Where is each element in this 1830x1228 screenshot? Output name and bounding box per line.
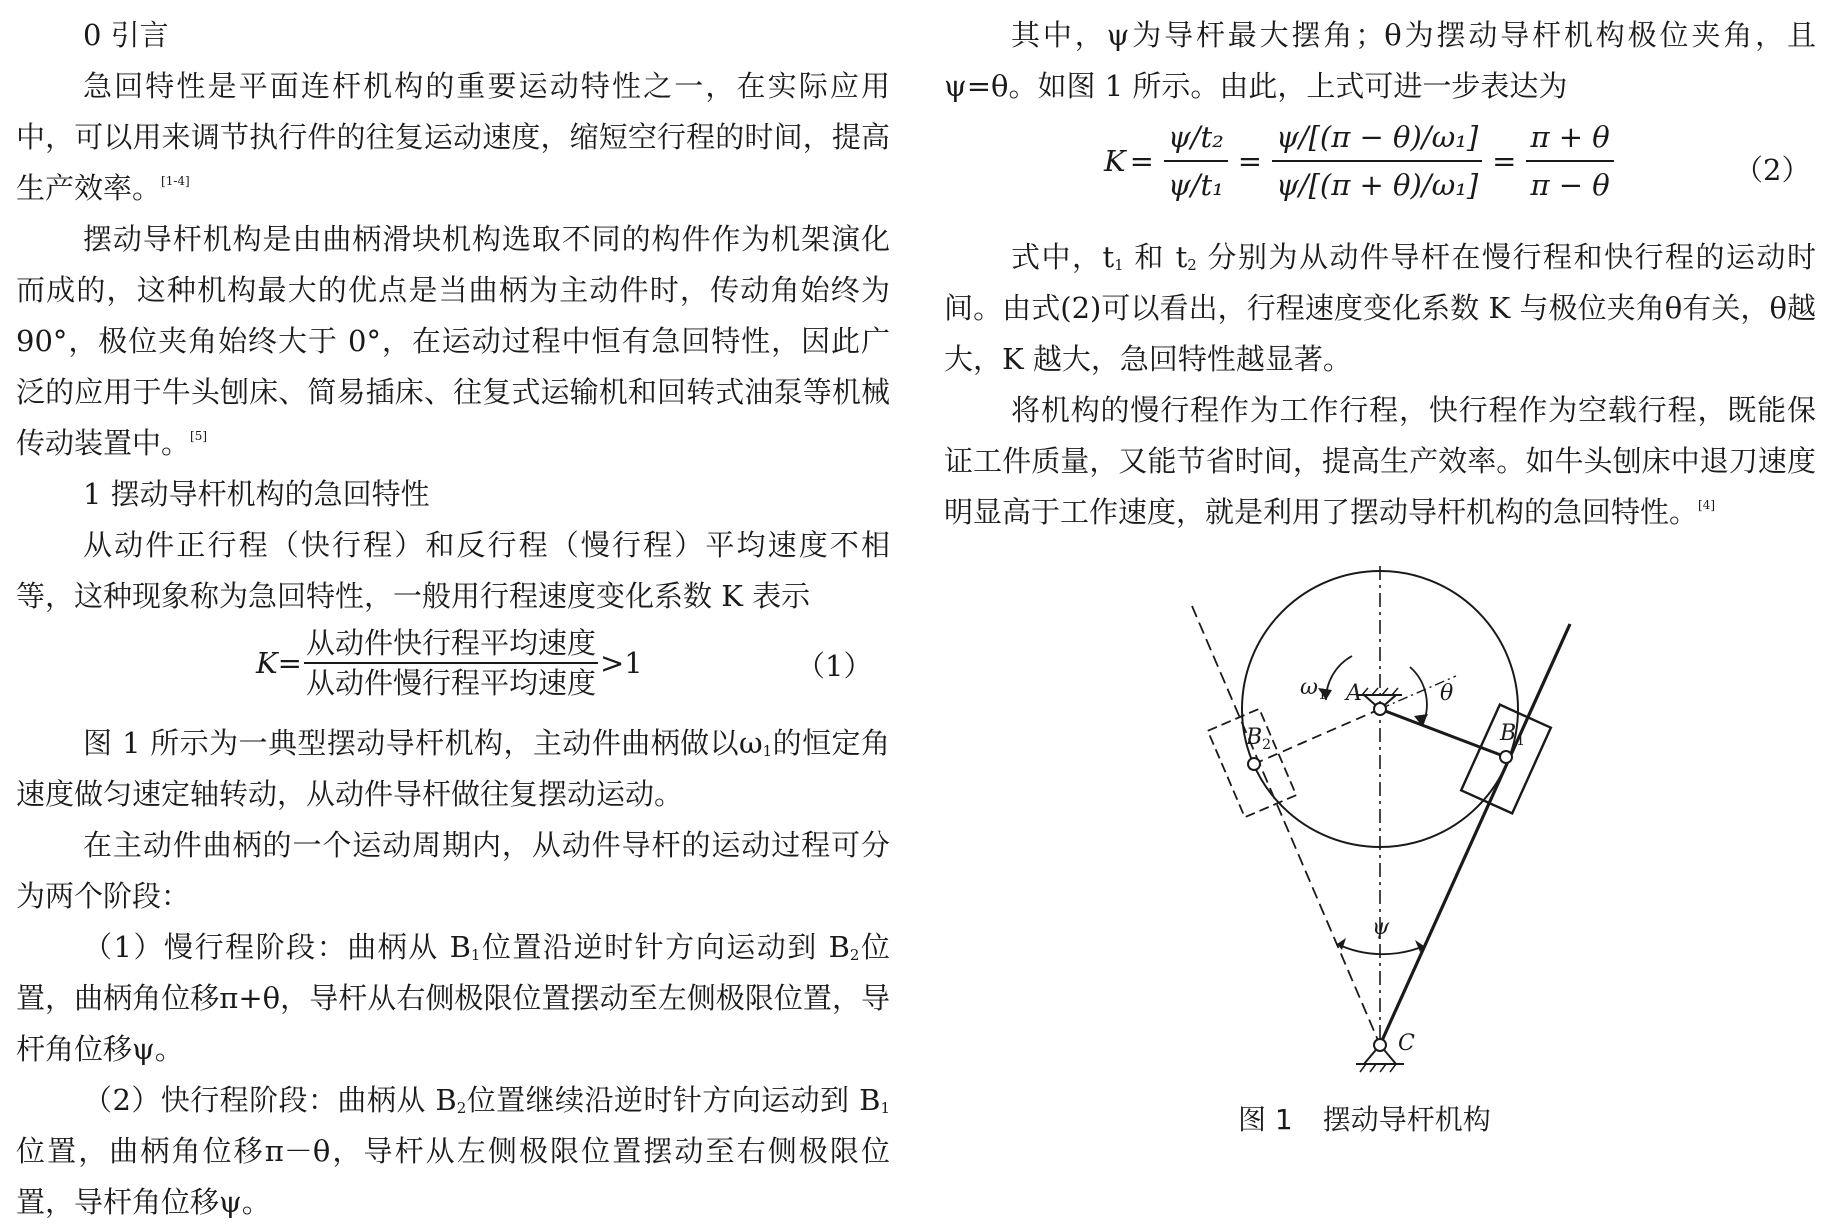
joint-c: [1374, 1039, 1386, 1051]
joint-b1: [1500, 751, 1512, 763]
paragraph-figure-intro: 图 1 所示为一典型摆动导杆机构，主动件曲柄做以$\omega_1$的恒定角速度做匀速定轴转动，从动件导杆做往复摆动运动。: [16, 726, 890, 811]
figure-caption: [1238, 1098, 1491, 1138]
left-column: [16, 10, 890, 1228]
paragraph-fast-stage: （2）快行程阶段：曲柄从 $B_2$位置继续沿逆时针方向运动到 $B_1$位置，曲柄角位移π－θ，导杆从左侧极限位置摆动至右侧极限位置，导杆角位移ψ。: [16, 1083, 890, 1219]
joint-b2: [1248, 758, 1260, 770]
equation-2: K = $\frac{\text{ψ/t₂}}{\text{ψ/t₁}}$ = $\frac{\text{ψ/[(π − θ)/ω₁]}}{\text{ψ/[(π + θ)/ω₁]}}$ = $\frac{\pi + \theta}{\pi - \theta}$ （2）: [944, 112, 1816, 232]
section-0-title: 0 引言: [83, 18, 169, 52]
paragraph-intro-1: 急回特性是平面连杆机构的重要运动特性之一，在实际应用中，可以用来调节执行件的往复运动速度，缩短空行程的时间，提高生产效率。[1-4]: [16, 69, 890, 205]
citation: [4]: [1698, 498, 1716, 512]
label-b2: $B_2$: [1246, 725, 1272, 753]
label-omega: $\omega_1$: [1300, 675, 1327, 703]
figure-title: 摆动导杆机构: [1322, 1103, 1491, 1136]
equation-1: K= $\frac{\text{从动件快行程平均速度}}{\text{从动件慢行程平均速度}}$ >1 （1）: [256, 626, 873, 700]
equation-number: （1）: [796, 649, 873, 683]
eq1-numerator: 从动件快行程平均速度: [304, 624, 598, 664]
label-c: C: [1398, 1031, 1415, 1056]
equation-number: （2）: [1734, 153, 1811, 187]
right-column: [944, 10, 1816, 538]
eq1-denominator: 从动件慢行程平均速度: [305, 666, 596, 700]
joint-a: [1374, 703, 1386, 715]
guide-bar-right-position: [1380, 624, 1570, 1045]
paragraph-stages: 在主动件曲柄的一个运动周期内，从动件导杆的运动过程可分为两个阶段：: [16, 828, 890, 913]
citation: [5]: [190, 429, 208, 443]
label-psi: ψ: [1372, 915, 1390, 940]
label-b1: $B_1$: [1500, 721, 1526, 749]
guide-bar-left-position: [1192, 606, 1380, 1045]
crank-to-b2: [1254, 709, 1380, 764]
paragraph-intro-2: 摆动导杆机构是由曲柄滑块机构选取不同的构件作为机架演化而成的，这种机构最大的优点是当曲柄为主动件时，传动角始终为 90°，极位夹角始终大于 0°，在运动过程中恒有急回特性，因此广泛的应用于牛头刨床、简易插床、往复式运输机和回转式油泵等机械传动装置中。[5]: [16, 222, 890, 460]
figure-number: 图 1: [1238, 1103, 1293, 1136]
paragraph-slow-stage: （1）慢行程阶段：曲柄从 $B_1$位置沿逆时针方向运动到 $B_2$位置，曲柄角位移π+θ，导杆从右侧极限位置摆动至左侧极限位置，导杆角位移ψ。: [16, 930, 890, 1066]
section-1-title: 1 摆动导杆机构的急回特性: [83, 477, 430, 511]
label-a: A: [1346, 681, 1362, 706]
citation: [1-4]: [161, 174, 190, 188]
paragraph-psi-theta: 其中，ψ为导杆最大摆角；θ为摆动导杆机构极位夹角，且ψ=θ。如图 1 所示。由此，上式可进一步表达为: [944, 18, 1816, 103]
paragraph-definition: 从动件正行程（快行程）和反行程（慢行程）平均速度不相等，这种现象称为急回特性，一般用行程速度变化系数 K 表示: [16, 528, 890, 613]
paragraph-application: 将机构的慢行程作为工作行程，快行程作为空载行程，既能保证工件质量，又能节省时间，提高生产效率。如牛头刨床中退刀速度明显高于工作速度，就是利用了摆动导杆机构的急回特性。[4]: [944, 393, 1816, 529]
paragraph-time-explanation: 式中，$t_1$ 和 $t_2$ 分别为从动件导杆在慢行程和快行程的运动时间。由式(2)可以看出，行程速度变化系数 K 与极位夹角θ有关，θ越大，K 越大，急回特性越显著。: [944, 240, 1817, 376]
figure-swing-guide-bar-mechanism: [1160, 556, 1630, 1136]
label-theta: θ: [1440, 681, 1454, 706]
